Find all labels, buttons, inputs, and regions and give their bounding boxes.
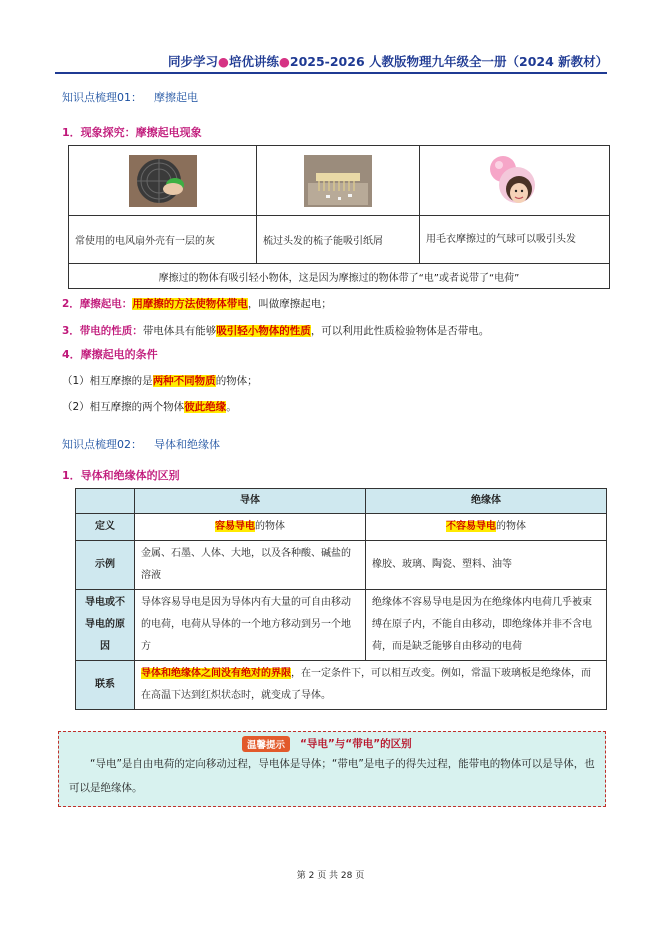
section-1-title: 1．现象探究：摩擦起电现象 — [62, 126, 202, 139]
balloon-photo — [481, 155, 549, 207]
def-label: 2．摩擦起电： — [62, 298, 133, 310]
section-4-title: 4．摩擦起电的条件 — [62, 348, 158, 361]
prop-pre: 带电体具有能够 — [142, 325, 217, 337]
cond2-pre: （2）相互摩擦的两个物体 — [62, 401, 185, 413]
row-label-example: 示例 — [76, 541, 135, 590]
corner-cell — [76, 489, 135, 514]
header-part3: 2025-2026 人教版物理九年级全一册（2024 新教材） — [289, 54, 609, 69]
def-insulator-hl: 不容易导电 — [446, 521, 496, 532]
prop-highlight: 吸引轻小物体的性质 — [216, 325, 311, 337]
prop-label: 3．带电的性质： — [62, 325, 143, 337]
link-rest: ，在一定条件下，可以相互改变。例如，常温下玻璃板是绝缘体，而在高温下达到红炽状态时，就变成了导体。 — [141, 668, 591, 701]
link-cell — [135, 661, 607, 710]
header-part1: 同步学习 — [168, 54, 219, 69]
friction-definition — [62, 296, 332, 311]
fan-photo — [129, 155, 197, 207]
header-divider — [55, 72, 607, 74]
link-highlight: 导体和绝缘体之间没有绝对的界限 — [141, 668, 291, 679]
charge-property — [62, 323, 489, 338]
kp2-heading — [62, 436, 220, 452]
row-label-link: 联系 — [76, 661, 135, 710]
condition-2 — [62, 399, 237, 414]
row-label-definition: 定义 — [76, 514, 135, 541]
balloon-girl-image-icon — [481, 155, 549, 207]
friction-summary: 摩擦过的物体有吸引轻小物体，这是因为摩擦过的物体带了“电”或者说带了“电荷” — [69, 264, 610, 289]
conductor-table — [75, 488, 607, 710]
bullet-dot-icon: ● — [218, 54, 229, 69]
example-conductor: 金属、石墨、人体、大地，以及各种酸、碱盐的溶液 — [135, 541, 366, 590]
page-header — [168, 52, 608, 70]
header-part2: 培优讲练 — [228, 54, 279, 69]
kp1-title: 摩擦起电 — [154, 91, 198, 104]
example-insulator: 橡胶、玻璃、陶瓷、塑料、油等 — [366, 541, 607, 590]
photo-balloon-cell — [420, 146, 610, 216]
kp2-title: 导体和绝缘体 — [154, 438, 220, 451]
page-number: 第 2 页 共 28 页 — [296, 871, 365, 881]
bullet-dot-icon: ● — [278, 54, 290, 69]
cond1-pre: （1）相互摩擦的是 — [62, 375, 153, 387]
tip-badge: 温馨提示 — [242, 736, 290, 752]
balloon-caption: 用毛衣摩擦过的气球可以吸引头发 — [420, 216, 610, 264]
comb-caption: 梳过头发的梳子能吸引纸屑 — [257, 216, 420, 264]
prop-rest: ，可以利用此性质检验物体是否带电。 — [310, 325, 490, 337]
photo-fan-cell — [69, 146, 257, 216]
friction-table — [68, 145, 610, 289]
def-insulator-rest: 的物体 — [496, 521, 526, 532]
head-conductor: 导体 — [135, 489, 366, 514]
def-conductor — [135, 514, 366, 541]
row-label-reason: 导电或不导电的原因 — [76, 590, 135, 661]
cond2-rest: 。 — [226, 401, 237, 413]
def-conductor-rest: 的物体 — [255, 521, 285, 532]
tip-title: “导电”与“带电”的区别 — [300, 738, 412, 750]
kp2-label: 知识点梳理02： — [62, 438, 142, 451]
def-rest: ，叫做摩擦起电； — [247, 298, 332, 310]
def-conductor-hl: 容易导电 — [215, 521, 255, 532]
cond2-highlight: 彼此绝缘 — [184, 401, 227, 413]
cond1-rest: 的物体； — [215, 375, 258, 387]
condition-1 — [62, 373, 258, 388]
def-insulator — [366, 514, 607, 541]
def-highlight: 用摩擦的方法使物体带电 — [132, 298, 248, 310]
tip-text: “导电”是自由电荷的定向移动过程，导电体是导体；“带电”是电子的得失过程，能带电的物体可以是导体，也可以是绝缘体。 — [69, 758, 595, 794]
comb-image-icon — [304, 155, 372, 207]
cond1-highlight: 两种不同物质 — [152, 375, 216, 387]
section-5-title: 1．导体和绝缘体的区别 — [62, 469, 180, 482]
reason-insulator: 绝缘体不容易导电是因为在绝缘体内电荷几乎被束缚在原子内，不能自由移动，即绝缘体并非不含电荷，而是缺乏能够自由移动的电荷 — [366, 590, 607, 661]
photo-comb-cell — [257, 146, 420, 216]
comb-photo — [304, 155, 372, 207]
reason-conductor: 导体容易导电是因为导体内有大量的可自由移动的电荷，电荷从导体的一个地方移动到另一个地方 — [135, 590, 366, 661]
kp1-label: 知识点梳理01： — [62, 91, 142, 104]
kp1-heading — [62, 89, 198, 105]
head-insulator: 绝缘体 — [366, 489, 607, 514]
fan-caption: 常使用的电风扇外壳有一层的灰 — [69, 216, 257, 264]
fan-image-icon — [129, 155, 197, 207]
